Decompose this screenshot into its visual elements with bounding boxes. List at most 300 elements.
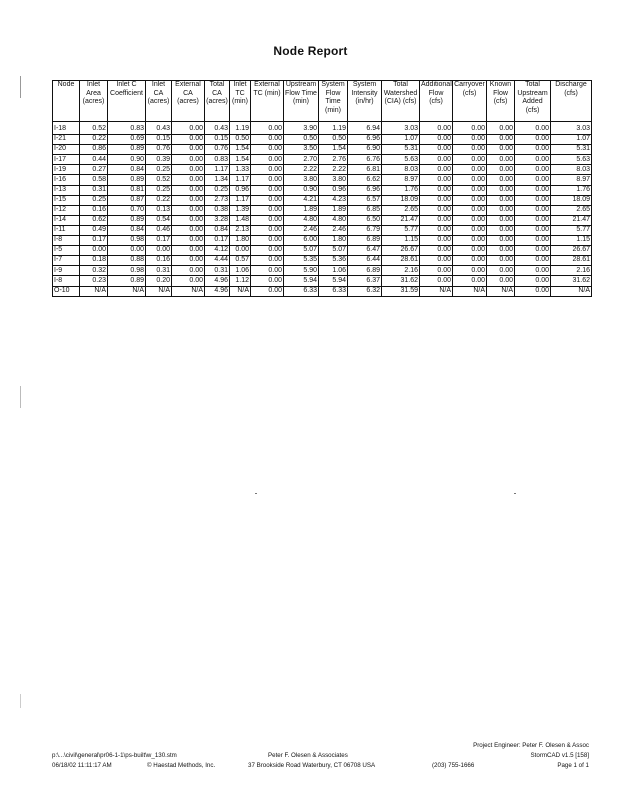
table-cell: 3.03 <box>382 122 420 135</box>
table-cell: 31.59 <box>382 286 420 296</box>
table-cell: 6.90 <box>348 145 382 155</box>
table-cell: 1.39 <box>230 205 251 215</box>
node-id-cell: I-17 <box>53 155 80 165</box>
table-cell: 0.00 <box>251 246 284 256</box>
footer-page-number: Page 1 of 1 <box>557 762 589 769</box>
table-cell: 2.16 <box>382 266 420 276</box>
table-cell: 0.00 <box>230 246 251 256</box>
table-cell: 0.00 <box>487 276 515 286</box>
table-cell: 0.00 <box>251 236 284 246</box>
table-cell: 0.00 <box>420 185 453 195</box>
table-row <box>53 185 592 195</box>
table-cell: 0.39 <box>146 155 172 165</box>
table-cell: 26.67 <box>551 246 592 256</box>
table-cell: 0.00 <box>453 165 487 175</box>
column-header: Total CA (acres) <box>205 81 230 122</box>
table-cell: 0.17 <box>80 236 108 246</box>
table-cell: 6.57 <box>348 195 382 205</box>
table-cell: 1.80 <box>319 236 348 246</box>
table-cell: 5.35 <box>284 256 319 266</box>
table-cell: 0.00 <box>420 256 453 266</box>
table-cell: 0.17 <box>146 236 172 246</box>
table-cell: 0.22 <box>146 195 172 205</box>
table-cell: 0.25 <box>146 185 172 195</box>
node-id-cell: I-16 <box>53 175 80 185</box>
table-cell: 0.00 <box>453 276 487 286</box>
table-cell: 6.37 <box>348 276 382 286</box>
table-cell: N/A <box>146 286 172 296</box>
table-row <box>53 165 592 175</box>
table-cell: 18.09 <box>551 195 592 205</box>
table-cell: 0.00 <box>515 145 551 155</box>
table-cell: 0.50 <box>319 135 348 145</box>
table-cell: 5.90 <box>284 266 319 276</box>
table-cell: 0.00 <box>420 215 453 225</box>
table-cell: 1.89 <box>284 205 319 215</box>
table-cell: 6.62 <box>348 175 382 185</box>
table-cell: 0.00 <box>515 185 551 195</box>
table-cell: 0.00 <box>172 145 205 155</box>
table-cell: 0.00 <box>251 205 284 215</box>
footer-address: 37 Brookside Road Waterbury, CT 06708 USA <box>248 762 376 769</box>
table-cell: 4.12 <box>205 246 230 256</box>
table-cell: 0.00 <box>515 256 551 266</box>
table-cell: 0.00 <box>420 276 453 286</box>
table-cell: 2.22 <box>319 165 348 175</box>
table-cell: 0.00 <box>487 135 515 145</box>
table-cell: 0.00 <box>453 155 487 165</box>
column-header: Inlet CA (acres) <box>146 81 172 122</box>
column-header: Node <box>53 81 80 122</box>
table-cell: 0.86 <box>80 145 108 155</box>
table-cell: 0.00 <box>487 175 515 185</box>
table-cell: 1.54 <box>230 155 251 165</box>
table-cell: 5.94 <box>284 276 319 286</box>
table-cell: 0.00 <box>487 205 515 215</box>
table-cell: 0.98 <box>108 236 146 246</box>
table-cell: 2.22 <box>284 165 319 175</box>
table-cell: 0.00 <box>251 145 284 155</box>
table-row <box>53 155 592 165</box>
table-row <box>53 276 592 286</box>
column-header: System Flow Time (min) <box>319 81 348 122</box>
table-row <box>53 215 592 225</box>
table-cell: 28.61 <box>382 256 420 266</box>
table-cell: 6.89 <box>348 266 382 276</box>
table-cell: 0.76 <box>205 145 230 155</box>
scan-mark <box>20 76 21 98</box>
footer-file-path: p:\...\civil\general\pr06-1-1\ps-built\w_130.stm <box>52 752 177 759</box>
node-id-cell: I-9 <box>53 266 80 276</box>
table-cell: 0.25 <box>146 165 172 175</box>
table-body <box>53 122 592 297</box>
node-id-cell: I-20 <box>53 145 80 155</box>
table-row <box>53 236 592 246</box>
table-row <box>53 145 592 155</box>
node-id-cell: I-19 <box>53 165 80 175</box>
table-cell: 5.07 <box>284 246 319 256</box>
table-cell: 0.15 <box>146 135 172 145</box>
table-cell: 2.70 <box>284 155 319 165</box>
table-cell: 0.23 <box>80 276 108 286</box>
table-cell: 0.87 <box>108 195 146 205</box>
column-header: Total Upstream Added (cfs) <box>515 81 551 122</box>
table-cell: N/A <box>108 286 146 296</box>
table-cell: 0.00 <box>420 236 453 246</box>
table-cell: 0.00 <box>420 205 453 215</box>
table-cell: 0.84 <box>108 165 146 175</box>
table-cell: 6.50 <box>348 215 382 225</box>
table-cell: 6.94 <box>348 122 382 135</box>
table-cell: 1.54 <box>319 145 348 155</box>
table-cell: 31.62 <box>382 276 420 286</box>
table-cell: 0.18 <box>80 256 108 266</box>
table-cell: 1.48 <box>230 215 251 225</box>
table-cell: 0.69 <box>108 135 146 145</box>
table-cell: 0.00 <box>172 236 205 246</box>
table-cell: 1.07 <box>551 135 592 145</box>
scan-dot <box>255 493 257 494</box>
table-cell: 0.50 <box>284 135 319 145</box>
table-cell: 2.65 <box>551 205 592 215</box>
column-header: Inlet TC (min) <box>230 81 251 122</box>
table-cell: 0.00 <box>420 135 453 145</box>
table-cell: 5.07 <box>319 246 348 256</box>
table-cell: 0.00 <box>251 286 284 296</box>
footer-datetime: 06/18/02 11:11:17 AM <box>52 762 112 769</box>
table-row <box>53 256 592 266</box>
table-cell: 0.43 <box>205 122 230 135</box>
table-row <box>53 175 592 185</box>
table-cell: 0.46 <box>146 225 172 235</box>
table-cell: 3.80 <box>284 175 319 185</box>
table-cell: 0.00 <box>487 215 515 225</box>
table-cell: 6.81 <box>348 165 382 175</box>
table-cell: 0.00 <box>487 236 515 246</box>
table-row <box>53 122 592 135</box>
table-cell: 0.00 <box>108 246 146 256</box>
table-cell: 0.00 <box>487 225 515 235</box>
table-cell: 0.00 <box>515 195 551 205</box>
table-cell: 1.06 <box>230 266 251 276</box>
table-cell: 0.00 <box>453 195 487 205</box>
node-id-cell: I-5 <box>53 246 80 256</box>
table-cell: 2.73 <box>205 195 230 205</box>
table-cell: 0.89 <box>108 175 146 185</box>
table-cell: 2.46 <box>319 225 348 235</box>
table-cell: 0.00 <box>487 246 515 256</box>
table-cell: 0.88 <box>108 256 146 266</box>
table-cell: 1.19 <box>319 122 348 135</box>
table-cell: 0.00 <box>172 175 205 185</box>
table-cell: 0.81 <box>108 185 146 195</box>
footer-company: Peter F. Olesen & Associates <box>268 752 348 759</box>
table-cell: 5.77 <box>551 225 592 235</box>
table-cell: 0.89 <box>108 145 146 155</box>
table-cell: 0.00 <box>172 276 205 286</box>
table-row <box>53 135 592 145</box>
table-cell: 1.54 <box>230 145 251 155</box>
table-cell: 8.03 <box>551 165 592 175</box>
column-header: System Intensity (in/hr) <box>348 81 382 122</box>
table-cell: 0.00 <box>515 215 551 225</box>
table-cell: 0.96 <box>319 185 348 195</box>
table-cell: 0.00 <box>172 215 205 225</box>
table-cell: 0.00 <box>453 185 487 195</box>
table-cell: 6.79 <box>348 225 382 235</box>
table-cell: 0.50 <box>230 135 251 145</box>
table-cell: 0.00 <box>453 225 487 235</box>
node-id-cell: O-10 <box>53 286 80 296</box>
table-cell: 1.33 <box>230 165 251 175</box>
table-cell: 0.00 <box>453 122 487 135</box>
table-row <box>53 205 592 215</box>
table-cell: 1.06 <box>319 266 348 276</box>
table-cell: 3.90 <box>284 122 319 135</box>
table-row <box>53 225 592 235</box>
table-cell: 18.09 <box>382 195 420 205</box>
table-row <box>53 246 592 256</box>
table-cell: 0.38 <box>205 205 230 215</box>
table-cell: 0.52 <box>146 175 172 185</box>
table-cell: 0.57 <box>230 256 251 266</box>
table-cell: 5.31 <box>551 145 592 155</box>
table-row <box>53 195 592 205</box>
table-cell: 0.00 <box>420 175 453 185</box>
table-cell: 0.00 <box>515 236 551 246</box>
table-cell: 0.00 <box>420 246 453 256</box>
table-cell: 0.00 <box>251 215 284 225</box>
node-id-cell: I-12 <box>53 205 80 215</box>
page-title: Node Report <box>273 44 348 58</box>
node-id-cell: I-7 <box>53 256 80 266</box>
table-cell: 0.22 <box>80 135 108 145</box>
table-cell: 0.31 <box>80 185 108 195</box>
table-row <box>53 286 592 296</box>
table-cell: 0.00 <box>487 145 515 155</box>
table-cell: 0.00 <box>515 175 551 185</box>
table-cell: 0.00 <box>172 155 205 165</box>
table-cell: 0.00 <box>80 246 108 256</box>
table-header-row <box>53 81 592 122</box>
table-cell: 0.00 <box>515 276 551 286</box>
table-cell: 0.00 <box>251 135 284 145</box>
table-cell: N/A <box>172 286 205 296</box>
table-cell: 4.96 <box>205 286 230 296</box>
table-cell: 0.00 <box>420 225 453 235</box>
table-cell: 0.00 <box>515 205 551 215</box>
table-cell: 6.33 <box>319 286 348 296</box>
table-cell: 8.97 <box>382 175 420 185</box>
table-cell: 6.89 <box>348 236 382 246</box>
table-cell: N/A <box>230 286 251 296</box>
column-header: Carryover (cfs) <box>453 81 487 122</box>
table-cell: 4.96 <box>205 276 230 286</box>
table-cell: 0.00 <box>172 165 205 175</box>
table-cell: 0.98 <box>108 266 146 276</box>
table-cell: 0.00 <box>487 155 515 165</box>
table-cell: N/A <box>420 286 453 296</box>
table-cell: 8.97 <box>551 175 592 185</box>
table-cell: 1.12 <box>230 276 251 286</box>
table-cell: 0.00 <box>420 155 453 165</box>
table-cell: 1.17 <box>205 165 230 175</box>
table-cell: 0.96 <box>230 185 251 195</box>
table-cell: 6.00 <box>284 236 319 246</box>
table-cell: 0.25 <box>205 185 230 195</box>
footer-copyright: © Haestad Methods, Inc. <box>147 762 216 769</box>
table-cell: 1.15 <box>382 236 420 246</box>
node-id-cell: I-8 <box>53 236 80 246</box>
table-cell: 2.16 <box>551 266 592 276</box>
table-cell: 0.00 <box>453 145 487 155</box>
node-id-cell: I-21 <box>53 135 80 145</box>
table-cell: 0.00 <box>172 256 205 266</box>
table-cell: 4.80 <box>319 215 348 225</box>
table-cell: 0.00 <box>420 195 453 205</box>
table-row <box>53 266 592 276</box>
table-cell: 0.00 <box>251 185 284 195</box>
scan-mark <box>20 694 21 708</box>
table-cell: 0.00 <box>172 205 205 215</box>
table-cell: 6.32 <box>348 286 382 296</box>
table-cell: 6.33 <box>284 286 319 296</box>
table-cell: 0.00 <box>487 266 515 276</box>
table-cell: 0.83 <box>205 155 230 165</box>
table-cell: 0.58 <box>80 175 108 185</box>
table-cell: 0.00 <box>172 246 205 256</box>
table-cell: 3.80 <box>319 175 348 185</box>
table-cell: 21.47 <box>382 215 420 225</box>
table-cell: 0.00 <box>251 225 284 235</box>
table-cell: 0.00 <box>251 155 284 165</box>
table-cell: 0.00 <box>515 286 551 296</box>
table-cell: 28.61 <box>551 256 592 266</box>
table-cell: 0.89 <box>108 215 146 225</box>
table-cell: 4.44 <box>205 256 230 266</box>
footer-engineer: Project Engineer: Peter F. Olesen & Assoc <box>473 742 589 749</box>
node-id-cell: I-8 <box>53 276 80 286</box>
table-cell: 0.00 <box>420 165 453 175</box>
table-cell: 0.84 <box>205 225 230 235</box>
table-cell: 0.00 <box>420 122 453 135</box>
table-cell: 0.00 <box>515 165 551 175</box>
table-cell: 6.76 <box>348 155 382 165</box>
column-header: Upstream Flow Time (min) <box>284 81 319 122</box>
node-id-cell: I-13 <box>53 185 80 195</box>
table-cell: 6.96 <box>348 185 382 195</box>
table-cell: 0.00 <box>251 175 284 185</box>
table-cell: 5.36 <box>319 256 348 266</box>
node-id-cell: I-11 <box>53 225 80 235</box>
table-cell: 0.00 <box>172 225 205 235</box>
table-cell: 0.00 <box>487 195 515 205</box>
table-cell: 0.00 <box>172 122 205 135</box>
table-cell: 0.00 <box>487 185 515 195</box>
table-cell: 5.77 <box>382 225 420 235</box>
table-cell: N/A <box>487 286 515 296</box>
table-cell: 2.65 <box>382 205 420 215</box>
column-header: Inlet C Coefficient <box>108 81 146 122</box>
table-cell: 6.47 <box>348 246 382 256</box>
table-cell: 1.19 <box>230 122 251 135</box>
column-header: External CA (acres) <box>172 81 205 122</box>
node-id-cell: I-15 <box>53 195 80 205</box>
table-cell: 21.47 <box>551 215 592 225</box>
table-cell: 5.63 <box>551 155 592 165</box>
table-cell: 26.67 <box>382 246 420 256</box>
table-cell: 0.00 <box>172 266 205 276</box>
table-cell: 6.44 <box>348 256 382 266</box>
table-cell: 0.00 <box>487 122 515 135</box>
column-header: External TC (min) <box>251 81 284 122</box>
column-header: Inlet Area (acres) <box>80 81 108 122</box>
table-cell: 0.15 <box>205 135 230 145</box>
node-report-table <box>52 80 592 297</box>
table-cell: 4.21 <box>284 195 319 205</box>
table-cell: 5.63 <box>382 155 420 165</box>
table-cell: 0.16 <box>146 256 172 266</box>
table-cell: 0.00 <box>251 165 284 175</box>
table-cell: 3.03 <box>551 122 592 135</box>
table-cell: 0.00 <box>515 266 551 276</box>
table-cell: 8.03 <box>382 165 420 175</box>
column-header: Discharge (cfs) <box>551 81 592 122</box>
table-cell: 0.90 <box>108 155 146 165</box>
table-cell: 0.83 <box>108 122 146 135</box>
table-cell: 0.00 <box>515 135 551 145</box>
table-cell: 0.00 <box>487 165 515 175</box>
node-id-cell: I-14 <box>53 215 80 225</box>
table-cell: 0.54 <box>146 215 172 225</box>
table-cell: 0.00 <box>515 122 551 135</box>
scan-mark <box>20 386 21 408</box>
table-cell: 1.34 <box>205 175 230 185</box>
table-cell: 0.00 <box>515 246 551 256</box>
table-cell: 0.62 <box>80 215 108 225</box>
table-cell: 6.96 <box>348 135 382 145</box>
table-cell: 0.00 <box>251 122 284 135</box>
table-cell: 0.49 <box>80 225 108 235</box>
table-cell: 0.84 <box>108 225 146 235</box>
table-cell: 3.50 <box>284 145 319 155</box>
table-cell: 0.32 <box>80 266 108 276</box>
table-cell: N/A <box>80 286 108 296</box>
column-header: Total Watershed (CIA) (cfs) <box>382 81 420 122</box>
table-cell: 0.00 <box>420 266 453 276</box>
table-cell: 0.00 <box>453 256 487 266</box>
table-cell: 0.20 <box>146 276 172 286</box>
table-cell: 2.76 <box>319 155 348 165</box>
table-cell: 31.62 <box>551 276 592 286</box>
table-cell: 0.00 <box>172 185 205 195</box>
table-cell: N/A <box>453 286 487 296</box>
table-cell: 0.52 <box>80 122 108 135</box>
footer-software: StormCAD v1.5 [158] <box>530 752 589 759</box>
table-cell: 1.76 <box>382 185 420 195</box>
table-cell: 0.00 <box>172 195 205 205</box>
scan-dot <box>514 493 516 494</box>
table-cell: 0.00 <box>453 246 487 256</box>
table-cell: 0.00 <box>146 246 172 256</box>
table-cell: 0.00 <box>453 205 487 215</box>
node-id-cell: I-18 <box>53 122 80 135</box>
table-cell: 0.31 <box>205 266 230 276</box>
table-cell: 0.00 <box>515 225 551 235</box>
table-cell: 0.25 <box>80 195 108 205</box>
table-cell: 0.00 <box>251 266 284 276</box>
column-header: Additional Flow (cfs) <box>420 81 453 122</box>
